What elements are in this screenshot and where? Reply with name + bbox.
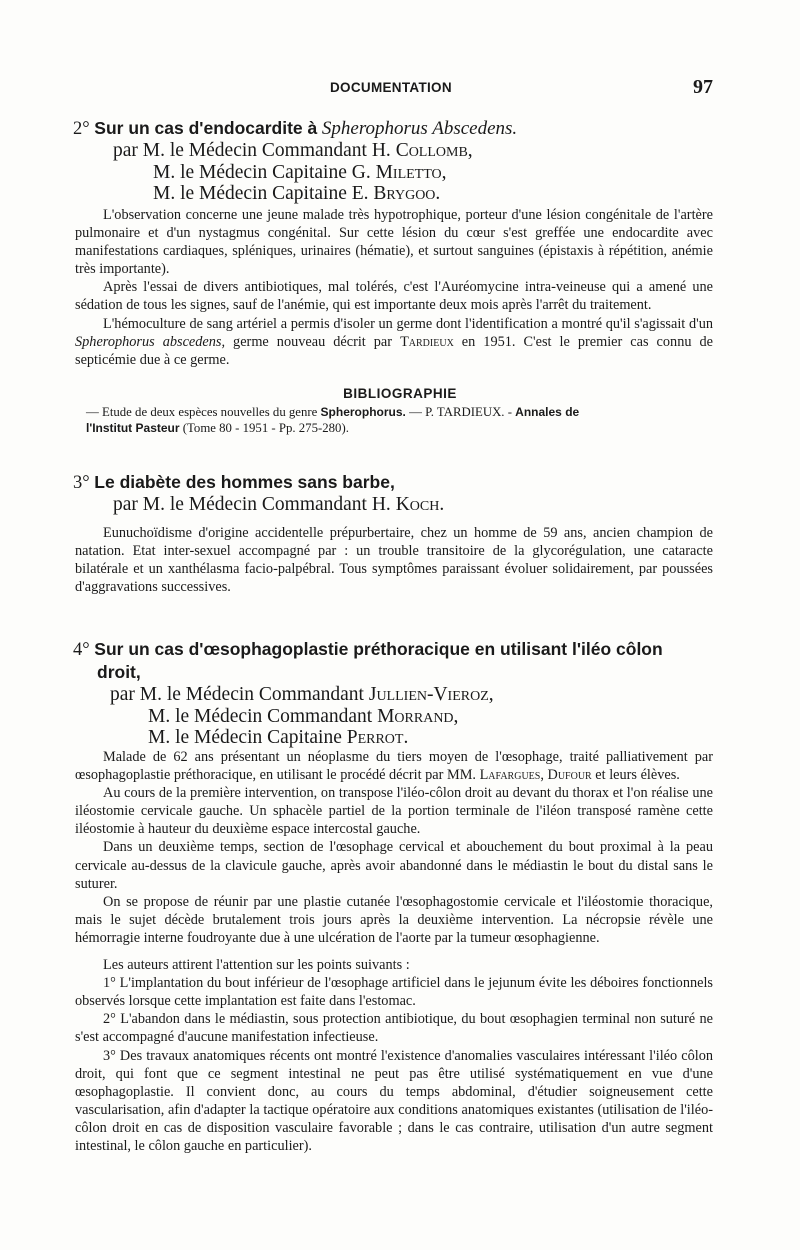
section-2-title [73, 117, 800, 140]
section-2-body [75, 206, 713, 369]
section-4-title [73, 638, 800, 661]
paragraph: Au cours de la première intervention, on transpose l'iléo-côlon droit au devant du thorax et l'on réalise une iléostomie cervicale gauche. Un sphacèle partiel de la portion terminale de l'iléon transposé ramène cette iléostomie à hauteur du deuxième espace intercostal gauche. [75, 785, 713, 838]
author-line: M. le Médecin Capitaine Perrot. [148, 727, 409, 748]
paragraph: Malade de 62 ans présentant un néoplasme du tiers moyen de l'œsophage, traité palliativement par œsophagoplastie préthoracique, en utilisant le procédé décrit par MM. Lafargues, Dufour et leurs élèves. [75, 749, 713, 784]
title-text: Sur un cas d'œsophagoplastie préthoracique en utilisant l'iléo côlon [94, 639, 663, 659]
section-number: 4° [73, 640, 90, 660]
author-line: M. le Médecin Capitaine G. Miletto, [153, 161, 447, 183]
section-3-title [73, 471, 800, 494]
paragraph: 1° L'implantation du bout inférieur de l'œsophage artificiel dans le jejunum évite les déboires fonctionnels observés lorsque cette implantation est faite dans l'estomac. [75, 975, 713, 1010]
bibliography-entry: — Etude de deux espèces nouvelles du genre Spherophorus. — P. TARDIEUX. - Annales de l'Institut Pasteur (Tome 80 - 1951 - Pp. 275-280). [86, 405, 580, 435]
section-4-title-cont [97, 661, 800, 684]
paragraph: 3° Des travaux anatomiques récents ont montré l'existence d'anomalies vasculaires intéressant l'iléo côlon droit, qui font que ce segment intestinal ne peut pas être utilisé systématiquement en vue d'une œsophagoplastie. Il convient donc, au cours du temps abdominal, d'étudier soigneusement cette vascularisation, afin d'adapter la tactique opératoire aux conditions anatomiques existantes (utilisation de l'iléo-côlon droit en cas de disposition vasculaire favorable ; dans le cas contraire, utilisation d'un autre segment intestinal, le côlon gauche en particulier). [75, 1047, 713, 1154]
section-3-body [75, 524, 713, 596]
section-4-body [75, 748, 713, 1155]
page-header [0, 78, 800, 102]
section-4-authors [0, 684, 800, 749]
section-number: 2° [73, 119, 90, 139]
author-line: par M. le Médecin Commandant Jullien-Vieroz, [110, 684, 494, 705]
title-text: Le diabète des hommes sans barbe, [94, 472, 395, 492]
paragraph: L'observation concerne une jeune malade très hypotrophique, porteur d'une lésion congénitale de l'artère pulmonaire et d'un nystagmus congénital. Sur cette lésion du cœur s'est greffée une endocardite avec manifestations cardiaques, spléniques, urinaires (hématie), et surtout sanguines (épistaxis à répétition, anémie très importante). [75, 207, 713, 278]
section-4-heading [0, 638, 800, 749]
paragraph: On se propose de réunir par une plastie cutanée l'œsophagostomie cervicale et l'iléostomie thoracique, mais le sujet décède brutalement trois jours après la deuxième intervention. La nécropsie révèle une hémorragie interne foudroyante due à une ulcération de l'aorte par la tumeur œsophagienne. [75, 893, 713, 946]
title-italic: Spherophorus Abscedens. [321, 118, 518, 139]
title-text: droit, [97, 662, 141, 682]
author-line: par M. le Médecin Commandant H. Koch. [113, 494, 445, 515]
section-2-authors [0, 140, 800, 205]
title-text: Sur un cas d'endocardite à [94, 118, 318, 138]
author-line: M. le Médecin Commandant Morrand, [148, 705, 459, 727]
paragraph: Eunuchoïdisme d'origine accidentelle prépurbertaire, chez un homme de 59 ans, ancien champion de natation. Etat inter-sexuel accompagné par : un trouble transitoire de la glycorégulation, une cataracte bilatérale et un xanthélasma facio-palpébral. Tous symptômes paraissant évoluer solidairement, par poussées d'aggravations successives. [75, 525, 713, 596]
paragraph: Après l'essai de divers antibiotiques, mal tolérés, c'est l'Auréomycine intra-veineuse qui a amené une sédation de tous les signes, sauf de l'anémie, qui est importante deux mois après l'arrêt du traitement. [75, 279, 713, 314]
paragraph: Dans un deuxième temps, section de l'œsophage cervical et abouchement du bout proximal à la peau cervicale au-dessus de la clavicule gauche, après avoir abandonné dans le médiastin le bout du distal sans le suturer. [75, 839, 713, 892]
running-title: DOCUMENTATION [330, 80, 452, 95]
paragraph: L'hémoculture de sang artériel a permis d'isoler un germe dont l'identification a montré qu'il s'agissait d'un Spherophorus abscedens, germe nouveau décrit par Tardieux en 1951. C'est le premier cas connu de septicémie due à ce germe. [75, 315, 713, 368]
bibliography-heading: BIBLIOGRAPHIE [343, 386, 457, 401]
section-3-heading [0, 471, 800, 516]
section-number: 3° [73, 473, 90, 493]
paragraph: Les auteurs attirent l'attention sur les points suivants : [103, 957, 410, 974]
section-2-heading [0, 117, 800, 205]
page-number: 97 [693, 76, 713, 98]
author-line: par M. le Médecin Commandant H. Collomb, [113, 140, 473, 161]
section-3-authors [0, 494, 800, 516]
paragraph: 2° L'abandon dans le médiastin, sous protection antibiotique, du bout œsophagien terminal non suturé ne s'est accompagné d'aucune manifestation infectieuse. [75, 1011, 713, 1046]
author-line: M. le Médecin Capitaine E. Brygoo. [153, 183, 441, 204]
